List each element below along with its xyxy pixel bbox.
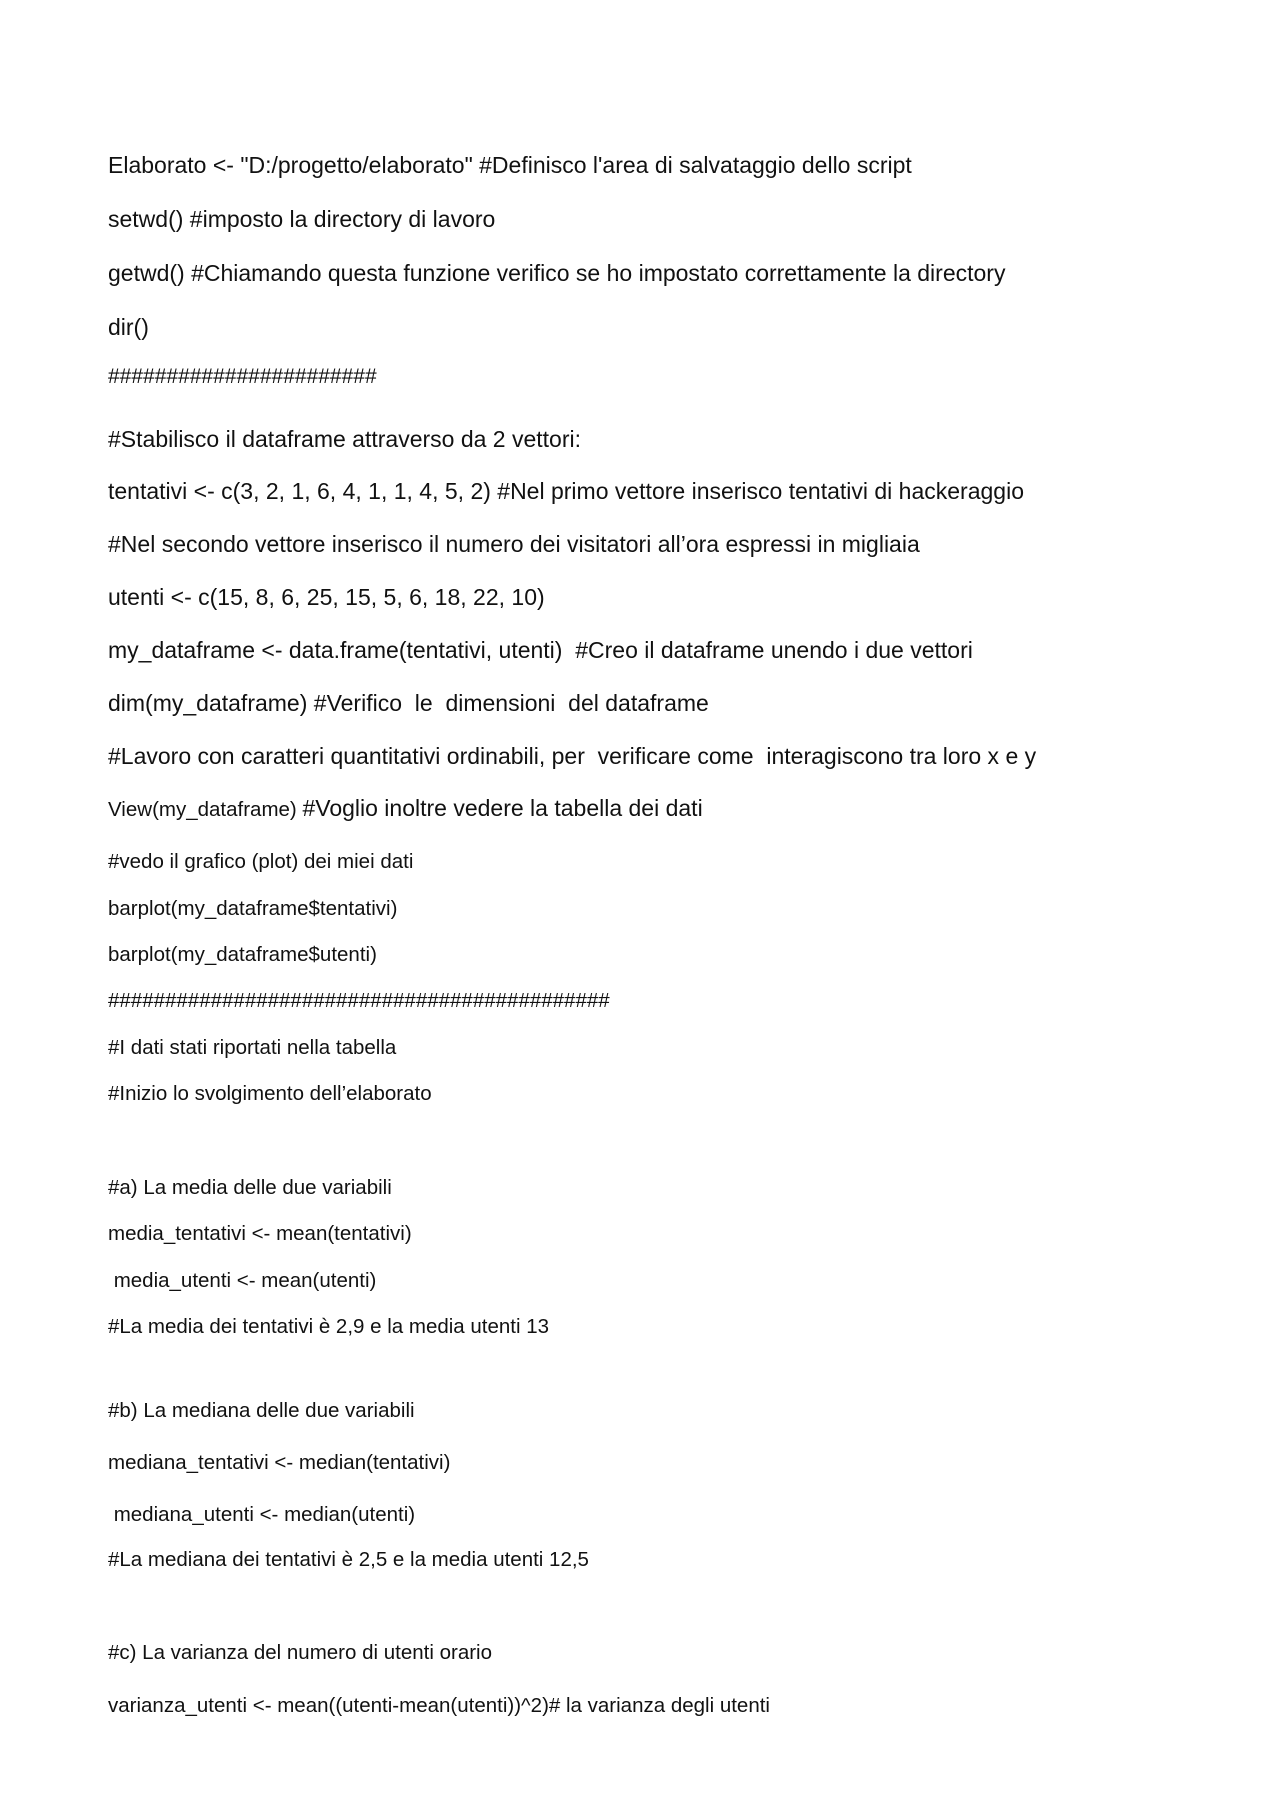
code-line: #La media dei tentativi è 2,9 e la media utenti 13 [108,1315,550,1338]
code-line: varianza_utenti <- mean((utenti-mean(utenti))^2)# la varianza degli utenti [108,1694,770,1717]
code-line: ############################################ [108,989,610,1012]
code-line: Elaborato <- "D:/progetto/elaborato" #Definisco l'area di salvataggio dello script [108,152,912,178]
code-line: #b) La mediana delle due variabili [108,1399,415,1422]
code-line: #c) La varianza del numero di utenti orario [108,1641,493,1664]
code-line: mediana_tentativi <- median(tentativi) [108,1451,451,1474]
code-line: #vedo il grafico (plot) dei miei dati [108,850,414,873]
code-line: getwd() #Chiamando questa funzione verifico se ho impostato correttamente la directory [108,260,1006,286]
code-line: #Stabilisco il dataframe attraverso da 2 vettori: [108,426,582,452]
code-line: barplot(my_dataframe$tentativi) [108,897,398,920]
code-line [108,797,703,821]
code-line: #Inizio lo svolgimento dell’elaborato [108,1082,432,1105]
code-line: dim(my_dataframe) #Verifico le dimensioni del dataframe [108,690,709,716]
code-line: #Nel secondo vettore inserisco il numero dei visitatori all’ora espressi in migliaia [108,531,920,557]
code-line: utenti <- c(15, 8, 6, 25, 15, 5, 6, 18, 22, 10) [108,584,545,610]
code-line: #a) La media delle due variabili [108,1176,392,1199]
code-line: dir() [108,314,149,340]
code-line: my_dataframe <- data.frame(tentativi, utenti) #Creo il dataframe unendo i due vettori [108,637,973,663]
view-call: View(my_dataframe) [108,798,303,821]
view-comment: #Voglio inoltre vedere la tabella dei dati [302,795,703,821]
code-line: setwd() #imposto la directory di lavoro [108,206,496,232]
code-line: mediana_utenti <- median(utenti) [108,1503,416,1526]
code-line: ####################### [108,365,377,388]
code-line: media_utenti <- mean(utenti) [108,1269,377,1292]
code-line: #La mediana dei tentativi è 2,5 e la media utenti 12,5 [108,1548,589,1571]
code-line: #Lavoro con caratteri quantitativi ordinabili, per verificare come interagiscono tra loro x e y [108,743,1037,769]
code-line: tentativi <- c(3, 2, 1, 6, 4, 1, 1, 4, 5, 2) #Nel primo vettore inserisco tentativi di hackeraggio [108,478,1024,504]
code-line: barplot(my_dataframe$utenti) [108,943,377,966]
code-line: media_tentativi <- mean(tentativi) [108,1222,412,1245]
code-line: #I dati stati riportati nella tabella [108,1036,397,1059]
